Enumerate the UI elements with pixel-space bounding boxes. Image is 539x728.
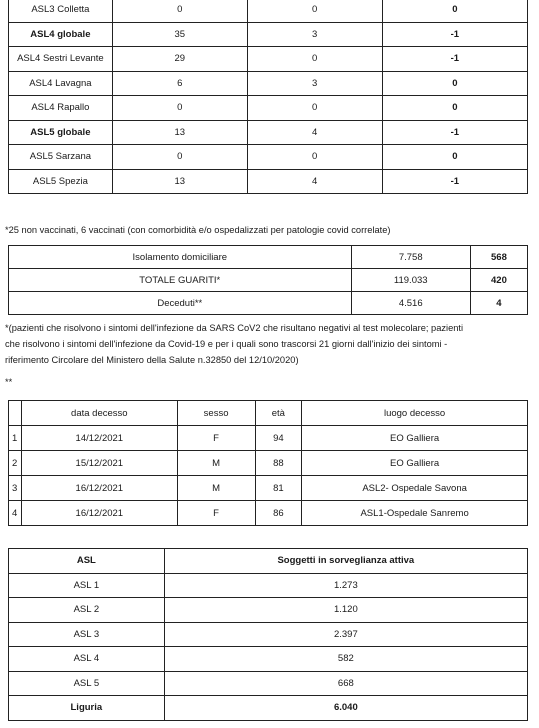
surveillance-row bbox=[9, 573, 528, 598]
summary-value-cell: 7.758 bbox=[351, 246, 470, 269]
asl-value-cell: 35 bbox=[112, 22, 247, 47]
summary-delta-cell: 568 bbox=[470, 246, 527, 269]
death-place-cell: ASL2- Ospedale Savona bbox=[302, 476, 528, 501]
surveillance-value-cell: 1.120 bbox=[164, 598, 527, 623]
asl-value-cell: 3 bbox=[247, 22, 382, 47]
asl-name-cell: ASL4 globale bbox=[9, 22, 113, 47]
asl-delta-cell: -1 bbox=[382, 22, 527, 47]
surveillance-row bbox=[9, 671, 528, 696]
asl-value-cell: 0 bbox=[112, 96, 247, 121]
header-age: età bbox=[255, 401, 302, 426]
asl-name-cell: ASL4 Rapallo bbox=[9, 96, 113, 121]
asl-row bbox=[9, 0, 528, 22]
note-line: riferimento Circolare del Ministero della Salute n.32850 del 12/10/2020) bbox=[5, 355, 299, 365]
asl-value-cell: 13 bbox=[112, 120, 247, 145]
asl-value-cell: 6 bbox=[112, 71, 247, 96]
surveillance-row bbox=[9, 598, 528, 623]
deaths-row bbox=[9, 451, 528, 476]
death-num-cell: 3 bbox=[9, 476, 22, 501]
summary-value-cell: 119.033 bbox=[351, 269, 470, 292]
surveillance-table bbox=[8, 548, 528, 721]
summary-row bbox=[9, 292, 528, 315]
deaths-header-row bbox=[9, 401, 528, 426]
death-age-cell: 81 bbox=[255, 476, 302, 501]
asl-value-cell: 4 bbox=[247, 169, 382, 194]
death-sex-cell: M bbox=[177, 476, 255, 501]
header-num bbox=[9, 401, 22, 426]
death-place-cell: EO Galliera bbox=[302, 426, 528, 451]
surveillance-value-cell: 6.040 bbox=[164, 696, 527, 721]
surveillance-asl-cell: ASL 3 bbox=[9, 622, 165, 647]
surveillance-row bbox=[9, 696, 528, 721]
deaths-marker: ** bbox=[5, 377, 13, 387]
asl-row bbox=[9, 47, 528, 72]
header-surveillance: Soggetti in sorveglianza attiva bbox=[164, 549, 527, 574]
asl-delta-cell: 0 bbox=[382, 145, 527, 170]
summary-value-cell: 4.516 bbox=[351, 292, 470, 315]
asl-delta-cell: 0 bbox=[382, 71, 527, 96]
surveillance-value-cell: 1.273 bbox=[164, 573, 527, 598]
asl-row bbox=[9, 96, 528, 121]
death-date-cell: 16/12/2021 bbox=[21, 476, 177, 501]
asl-value-cell: 0 bbox=[247, 145, 382, 170]
asl-value-cell: 0 bbox=[112, 145, 247, 170]
asl-value-cell: 13 bbox=[112, 169, 247, 194]
asl-name-cell: ASL4 Lavagna bbox=[9, 71, 113, 96]
surveillance-asl-cell: ASL 1 bbox=[9, 573, 165, 598]
death-place-cell: ASL1-Ospedale Sanremo bbox=[302, 501, 528, 526]
death-num-cell: 2 bbox=[9, 451, 22, 476]
summary-row bbox=[9, 269, 528, 292]
death-num-cell: 1 bbox=[9, 426, 22, 451]
asl-value-cell: 0 bbox=[247, 0, 382, 22]
death-age-cell: 86 bbox=[255, 501, 302, 526]
asl-name-cell: ASL3 Colletta bbox=[9, 0, 113, 22]
death-place-cell: EO Galliera bbox=[302, 451, 528, 476]
asl-value-cell: 0 bbox=[247, 96, 382, 121]
surveillance-row bbox=[9, 647, 528, 672]
surveillance-value-cell: 582 bbox=[164, 647, 527, 672]
asl-row bbox=[9, 120, 528, 145]
asl-name-cell: ASL4 Sestri Levante bbox=[9, 47, 113, 72]
header-place: luogo decesso bbox=[302, 401, 528, 426]
asl-value-cell: 0 bbox=[112, 0, 247, 22]
deaths-row bbox=[9, 426, 528, 451]
asl-row bbox=[9, 22, 528, 47]
asl-name-cell: ASL5 Sarzana bbox=[9, 145, 113, 170]
summary-label-cell: Deceduti** bbox=[9, 292, 352, 315]
asl-delta-cell: -1 bbox=[382, 120, 527, 145]
surveillance-asl-cell: ASL 4 bbox=[9, 647, 165, 672]
asl-row bbox=[9, 169, 528, 194]
asl-row bbox=[9, 71, 528, 96]
summary-label-cell: TOTALE GUARITI* bbox=[9, 269, 352, 292]
asl-name-cell: ASL5 Spezia bbox=[9, 169, 113, 194]
header-asl: ASL bbox=[9, 549, 165, 574]
death-age-cell: 94 bbox=[255, 426, 302, 451]
death-date-cell: 15/12/2021 bbox=[21, 451, 177, 476]
death-num-cell: 4 bbox=[9, 501, 22, 526]
deaths-table bbox=[8, 400, 528, 526]
death-sex-cell: M bbox=[177, 451, 255, 476]
recovered-definition-note bbox=[5, 320, 463, 368]
asl-row bbox=[9, 145, 528, 170]
asl-name-cell: ASL5 globale bbox=[9, 120, 113, 145]
summary-delta-cell: 420 bbox=[470, 269, 527, 292]
asl-value-cell: 4 bbox=[247, 120, 382, 145]
note-line: che risolvono i sintomi dell'infezione da Covid-19 e per i quali sono trascorsi 21 giorni dall'inizio dei sintomi - bbox=[5, 339, 448, 349]
surveillance-asl-cell: ASL 2 bbox=[9, 598, 165, 623]
surveillance-row bbox=[9, 622, 528, 647]
asl-delta-cell: 0 bbox=[382, 96, 527, 121]
asl-cases-table bbox=[8, 0, 528, 194]
asl-value-cell: 0 bbox=[247, 47, 382, 72]
surveillance-value-cell: 668 bbox=[164, 671, 527, 696]
summary-label-cell: Isolamento domiciliare bbox=[9, 246, 352, 269]
header-date: data decesso bbox=[21, 401, 177, 426]
asl-delta-cell: 0 bbox=[382, 0, 527, 22]
surveillance-asl-cell: ASL 5 bbox=[9, 671, 165, 696]
asl-delta-cell: -1 bbox=[382, 47, 527, 72]
asl-delta-cell: -1 bbox=[382, 169, 527, 194]
vaccination-note: *25 non vaccinati, 6 vaccinati (con comorbidità e/o ospedalizzati per patologie covid correlate) bbox=[5, 225, 391, 235]
asl-value-cell: 3 bbox=[247, 71, 382, 96]
death-date-cell: 14/12/2021 bbox=[21, 426, 177, 451]
note-line: *(pazienti che risolvono i sintomi dell'infezione da SARS CoV2 che risultano negativi al test molecolare; pazienti bbox=[5, 323, 464, 333]
death-sex-cell: F bbox=[177, 501, 255, 526]
summary-row bbox=[9, 246, 528, 269]
surveillance-asl-cell: Liguria bbox=[9, 696, 165, 721]
header-sex: sesso bbox=[177, 401, 255, 426]
death-sex-cell: F bbox=[177, 426, 255, 451]
death-date-cell: 16/12/2021 bbox=[21, 501, 177, 526]
deaths-row bbox=[9, 501, 528, 526]
summary-delta-cell: 4 bbox=[470, 292, 527, 315]
surveillance-value-cell: 2.397 bbox=[164, 622, 527, 647]
summary-table bbox=[8, 245, 528, 315]
deaths-row bbox=[9, 476, 528, 501]
surveillance-header-row bbox=[9, 549, 528, 574]
death-age-cell: 88 bbox=[255, 451, 302, 476]
asl-value-cell: 29 bbox=[112, 47, 247, 72]
